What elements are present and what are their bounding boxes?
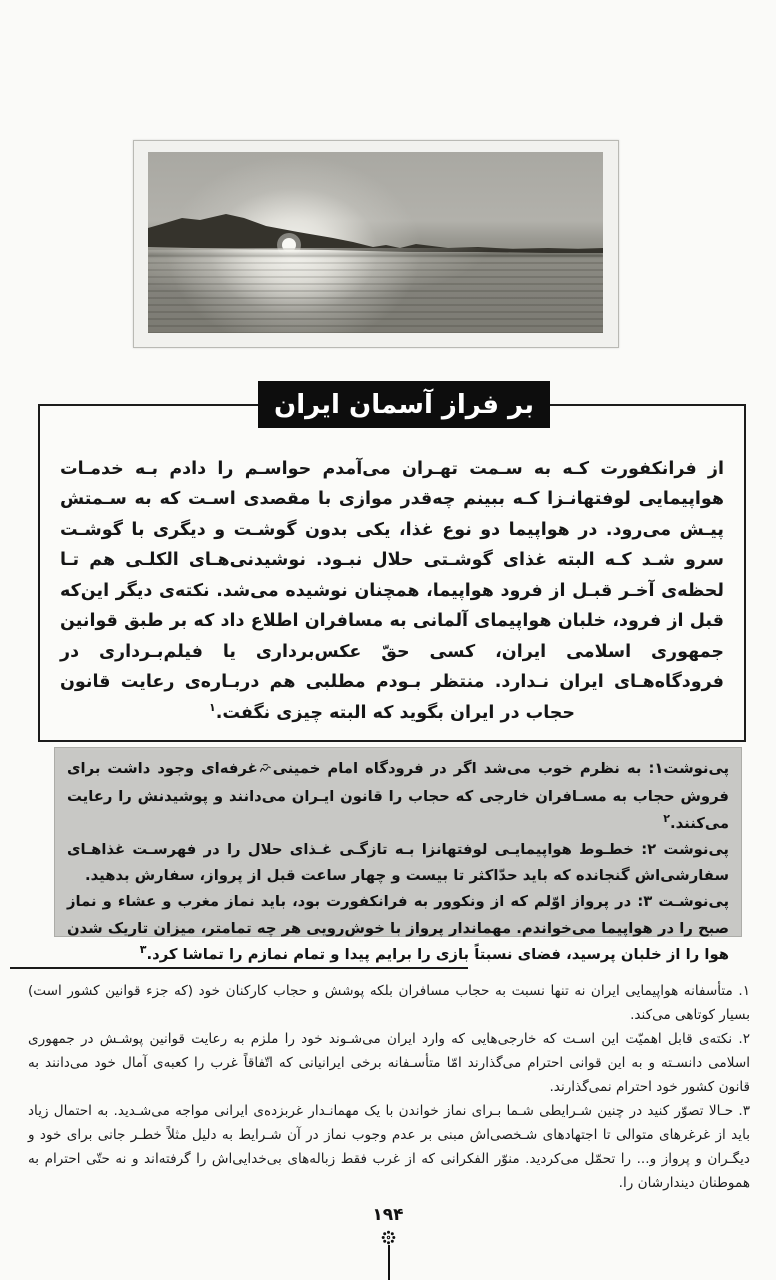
body-paragraph: [60, 454, 724, 729]
footnote-item-3: [28, 1099, 750, 1195]
footnote-item-2: [28, 1027, 750, 1099]
chapter-title-box: [258, 381, 550, 428]
footnote-ref-1: ۱: [208, 700, 216, 714]
page-number: ۱۹۴: [372, 1205, 404, 1225]
note-1-text-a: به نظرم خوب می‌شد اگر در فرودگاه امام خمینی: [272, 760, 642, 777]
seascape-photo: [148, 152, 603, 333]
water-ripples: [148, 248, 603, 333]
note-2-text: خطـوط هواپیمایـی لوفتهانزا بـه تازگـی غـذای حلال را در فهرسـت غذاهـای سفارشی‌اش گنجانده که باید حدّاکثر تا بیست و چهار ساعت قبل از پرواز، سفارش بدهید.: [67, 840, 729, 885]
footnote-ref-3: ۳: [139, 943, 147, 957]
body-text: از فرانکفورت کـه به سـمت تهـران می‌آمدم حواسـم را دادم بـه خدمـات هواپیمایی لوفتهانـزا کـه ببینم چه‌قدر موازی با مقصدی اسـت که به سـمتش پیـش می‌رود. در هواپیما دو نوع غذا، یکی بدون گوشـت و دیگری با گوشـت سرو شـد کـه البته غذای گوشـتی حلال نبـود. نوشیدنی‌هـای الکلـی هم تـا لحظه‌ی آخـر قبـل از فرود هواپیما، همچنان نوشیده می‌شد. نکته‌ی دیگر این‌که قبل از فرود، خلبان هواپیمای آلمانی به مسافران اطلاع داد که بر طبق قوانین جمهوری اسلامی ایران، کسی حقّ عکس‌برداری یا فیلم‌بـرداری در فرودگاه‌هـای ایران نـدارد. منتظر بـودم مطلبی هم دربـاره‌ی رعایت قانون حجاب در ایران بگوید که البته چیزی نگفت.: [60, 458, 724, 723]
flower-ornament-icon: [381, 1230, 396, 1245]
rahmatullah-emblem-icon: [259, 758, 272, 784]
note-item-1: [67, 756, 729, 837]
photo-frame: [133, 140, 619, 348]
footnotes-section: [28, 979, 750, 1195]
footnote-3-number: ۳.: [738, 1103, 750, 1119]
footnote-1-number: ۱.: [738, 983, 750, 999]
note-3-label: پی‌نوشـت ۳:: [637, 893, 729, 911]
note-item-2: [67, 837, 729, 890]
note-1-label: پی‌نوشت۱:: [648, 760, 729, 777]
footnote-item-1: [28, 979, 750, 1027]
note-3-text: در پرواز اوّلم که از ونکوور به فرانکفورت بود، باید نماز مغرب و عشاء و نماز صبح را در هواپیما می‌خواندم. مهماندار پرواز با خوش‌رویی هر چه تمامتر، میزان تاریک شدن هوا را از خلبان پرسید، فضای نسبتاً بازی را برایم پیدا و تمام نمازم را تماشا کرد.: [67, 893, 729, 964]
note-1-text-b: غرفه‌ای وجود داشت برای فروش حجاب به مسـافران خارجی که حجاب را قانون ایـران می‌دانند و پوشیدنش را رعایت می‌کنند.: [67, 760, 729, 832]
body-box: [38, 404, 746, 742]
note-item-3: [67, 889, 729, 968]
notes-box: [54, 747, 742, 964]
chapter-title: بر فراز آسمان ایران: [274, 389, 534, 420]
footnote-1-text: متأسفانه هواپیمایی ایران نه تنها نسبت به حجاب مسافران بلکه پوشش و حجاب کارکنان خود (که جزء قوانین کشور است) بسیار کوتاهی می‌کند.: [28, 983, 750, 1023]
footnote-separator-line: [10, 967, 468, 969]
footnote-3-text: حـالا تصوّر کنید در چنین شـرایطی شـما بـرای نماز خواندن با یک مهمانـدار غربزده‌ی ایرانی مواجه می‌شـدید. به احتمال زیاد باید از غرغرهای متوالی تا اجتهادهای شـخصی‌اش مبنی بر عدم وجوب نماز در آن شـرایط به دلیل مثلاً خطـر جانی برای خود و دیگـران و پرواز و... را تحمّل می‌کردید. منوّر الفکرانی که از غرب فقط زباله‌های بی‌خدایی‌اش را گرفته‌اند و نه حتّی احترام به هموطنان دیندارشان را.: [28, 1103, 750, 1191]
note-2-label: پی‌نوشت ۲:: [641, 840, 729, 858]
footnote-ref-2: ۲: [663, 811, 670, 825]
footnote-2-number: ۲.: [738, 1031, 750, 1047]
ornament-stem-line: [388, 1245, 390, 1280]
footnote-2-text: نکته‌ی قابل اهمیّت این اسـت که خارجی‌هایی که وارد ایران می‌شـوند خود را ملزم به رعایت قوانین پوشـش در جمهوری اسلامی دانسـته و به این قوانی احترام می‌گذارند امّا متأسـفانه برخی ایرانیانی که اتّفاقاً غرب را کعبه‌ی آمال خود می‌دانند به قانون کشور خود احترام نمی‌گذارند.: [28, 1031, 750, 1095]
